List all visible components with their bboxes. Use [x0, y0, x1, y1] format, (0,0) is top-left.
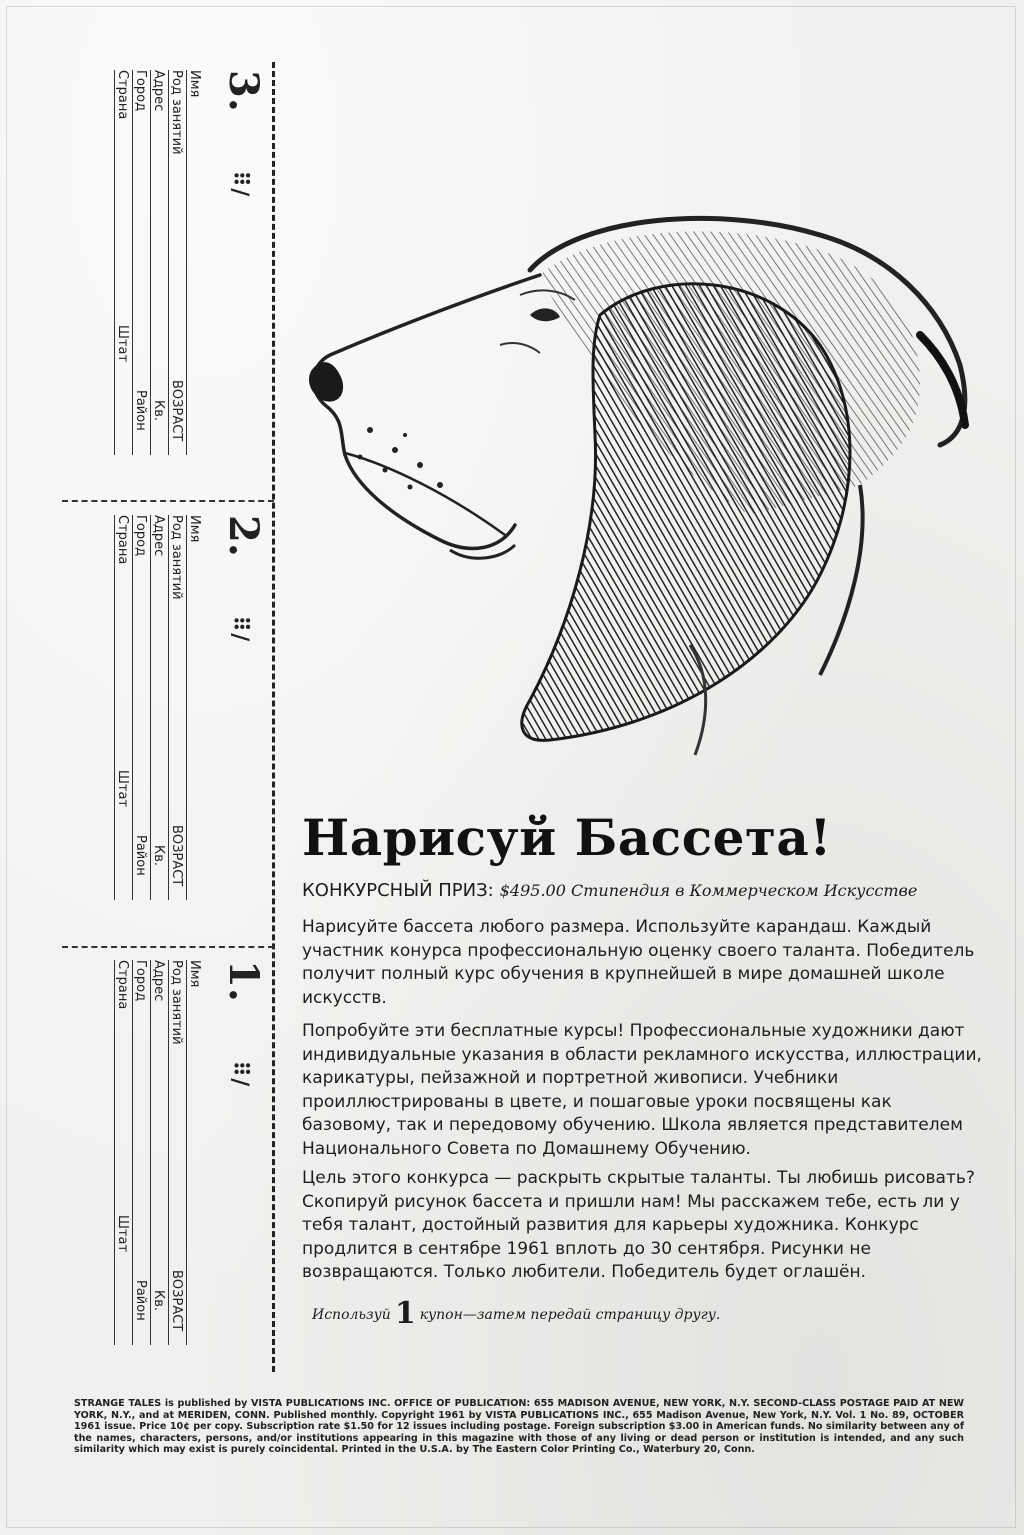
- name-field[interactable]: Имя: [186, 515, 203, 900]
- country-field[interactable]: Страна Штат: [114, 515, 131, 900]
- coupon-2[interactable]: [60, 515, 275, 925]
- occupation-field[interactable]: Род занятий ВОЗРАСТ: [168, 960, 185, 1345]
- coupon-3[interactable]: [60, 70, 275, 480]
- country-field[interactable]: Страна Штат: [114, 960, 131, 1345]
- publisher-imprint: STRANGE TALES is published by VISTA PUBLICATIONS INC. OFFICE OF PUBLICATION: 655 MADISON AVENUE, NEW YORK, N.Y. SECOND-CLASS POSTAGE PAID AT NEW YORK, N.Y., and at MERIDEN, CONN. Published monthly. Copyright 1961 by VISTA PUBLICATIONS INC., 655 Madison Avenue, New York, N.Y. Vol. 1 No. 89, OCTOBER 1961 issue. Price 10¢ per copy. Subscription rate $1.50 for 12 issues including postage. Foreign subscription $3.00 in American funds. No similarity between any of the names, characters, persons, and/or institutions appearing in this magazine with those of any living or dead person or institution is intended, and any such similarity which may exist is purely coincidental. Printed in the U.S.A. by The Eastern Color Printing Co., Waterbury 20, Conn.: [74, 1398, 964, 1456]
- coupon-count: 1: [394, 1296, 416, 1331]
- city-field[interactable]: Город Район: [132, 515, 149, 900]
- address-field[interactable]: Адрес Кв.: [150, 70, 167, 455]
- coupon-number: 2.: [220, 515, 267, 557]
- city-field[interactable]: Город Район: [132, 70, 149, 455]
- country-field[interactable]: Страна Штат: [114, 70, 131, 455]
- name-field[interactable]: Имя: [186, 960, 203, 1345]
- state-label: Штат: [115, 325, 130, 363]
- district-label: Район: [133, 835, 148, 876]
- occupation-field[interactable]: Род занятий ВОЗРАСТ: [168, 70, 185, 455]
- stamp-mark-icon: ⠿/: [227, 170, 253, 198]
- district-label: Район: [133, 1280, 148, 1321]
- coupon-note: Используй 1 купон—затем передай страницу другу.: [312, 1296, 721, 1331]
- stamp-mark-icon: ⠿/: [227, 615, 253, 643]
- coupon-cut-line-2-3: [62, 500, 274, 502]
- address-field[interactable]: Адрес Кв.: [150, 960, 167, 1345]
- occupation-field[interactable]: Род занятий ВОЗРАСТ: [168, 515, 185, 900]
- age-label: ВОЗРАСТ: [169, 825, 184, 887]
- coupon-number: 1.: [220, 960, 267, 1002]
- prize-label: КОНКУРСНЫЙ ПРИЗ:: [302, 880, 494, 901]
- state-label: Штат: [115, 1215, 130, 1253]
- district-label: Район: [133, 390, 148, 431]
- coupon-1[interactable]: [60, 960, 275, 1370]
- headline: Нарисуй Бассета!: [302, 808, 832, 867]
- apt-label: Кв.: [151, 845, 166, 867]
- stamp-mark-icon: ⠿/: [227, 1060, 253, 1088]
- city-field[interactable]: Город Район: [132, 960, 149, 1345]
- apt-label: Кв.: [151, 1290, 166, 1312]
- basset-hound-drawing: [300, 195, 990, 795]
- age-label: ВОЗРАСТ: [169, 1270, 184, 1332]
- body-paragraph-3: Цель этого конкурса — раскрыть скрытые таланты. Ты любишь рисовать? Скопируй рисунок бассета и пришли нам! Мы расскажем тебе, есть ли у тебя талант, достойный развития для карьеры художника. Конкурс продлится в сентябре 1961 вплоть до 30 сентября. Рисунки не возвращаются. Только любители. Победитель будет оглашён.: [302, 1168, 975, 1282]
- body-paragraph-1: Нарисуйте бассета любого размера. Используйте карандаш. Каждый участник конурса профессиональную оценку своего таланта. Победитель получит полный курс обучения в крупнейшей в мире домашней школе искусств.: [302, 917, 975, 1008]
- coupon-number: 3.: [220, 70, 267, 112]
- age-label: ВОЗРАСТ: [169, 380, 184, 442]
- apt-label: Кв.: [151, 400, 166, 422]
- whisker-dots: [358, 427, 444, 490]
- body-paragraph-2: Попробуйте эти бесплатные курсы! Профессиональные художники дают индивидуальные указания в области рекламного искусства, иллюстрации, карикатуры, пейзажной и портретной живописи. Учебники проиллюстрированы в цвете, и пошаговые уроки посвящены как базовому, так и передовому обучению. Школа является представителем Национального Совета по Домашнему Обучению.: [302, 1021, 982, 1159]
- name-field[interactable]: Имя: [186, 70, 203, 455]
- address-field[interactable]: Адрес Кв.: [150, 515, 167, 900]
- prize-line: [302, 880, 1002, 901]
- prize-value: $495.00 Стипендия в Коммерческом Искусстве: [499, 881, 918, 900]
- state-label: Штат: [115, 770, 130, 808]
- coupon-cut-line-1-2: [62, 946, 274, 948]
